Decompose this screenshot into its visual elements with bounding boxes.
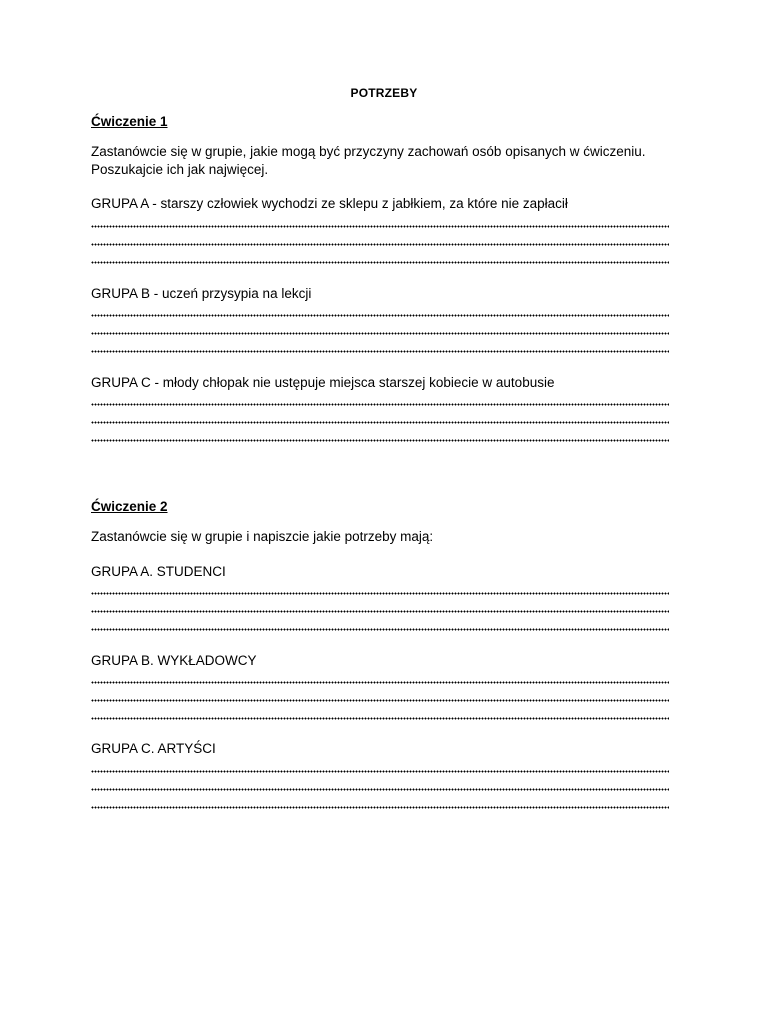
exercise-2-instruction: Zastanówcie się w grupie i napiszcie jakie potrzeby mają: [91,529,434,544]
exercise-1-group-c-label: GRUPA C - młody chłopak nie ustępuje miejsca starszej kobiecie w autobusie [91,375,555,390]
page-title: POTRZEBY [350,86,418,100]
answer-line [91,350,669,353]
exercise-2-group-b-label: GRUPA B. WYKŁADOWCY [91,653,257,668]
answer-line [91,681,669,684]
answer-line [91,788,669,791]
answer-line [91,717,669,720]
answer-line [91,699,669,702]
answer-line [91,610,669,613]
answer-line [91,332,669,335]
exercise-1-heading: Ćwiczenie 1 [91,114,168,129]
answer-line [91,261,669,264]
exercise-2-heading: Ćwiczenie 2 [91,499,168,514]
answer-line [91,770,669,773]
exercise-1-group-a-label: GRUPA A - starszy człowiek wychodzi ze sklepu z jabłkiem, za które nie zapłacił [91,196,568,211]
exercise-2-group-c-label: GRUPA C. ARTYŚCI [91,741,216,756]
exercise-1-instruction-line-2: Poszukajcie ich jak najwięcej. [91,162,269,177]
exercise-2-group-a-label: GRUPA A. STUDENCI [91,564,226,579]
answer-line [91,243,669,246]
answer-line [91,628,669,631]
answer-line [91,403,669,406]
answer-line [91,806,669,809]
exercise-1-group-b-label: GRUPA B - uczeń przysypia na lekcji [91,286,312,301]
answer-line [91,421,669,424]
answer-line [91,225,669,228]
answer-line [91,314,669,317]
exercise-1-instruction-line-1: Zastanówcie się w grupie, jakie mogą być przyczyny zachowań osób opisanych w ćwiczeniu. [91,144,646,159]
answer-line [91,439,669,442]
answer-line [91,592,669,595]
